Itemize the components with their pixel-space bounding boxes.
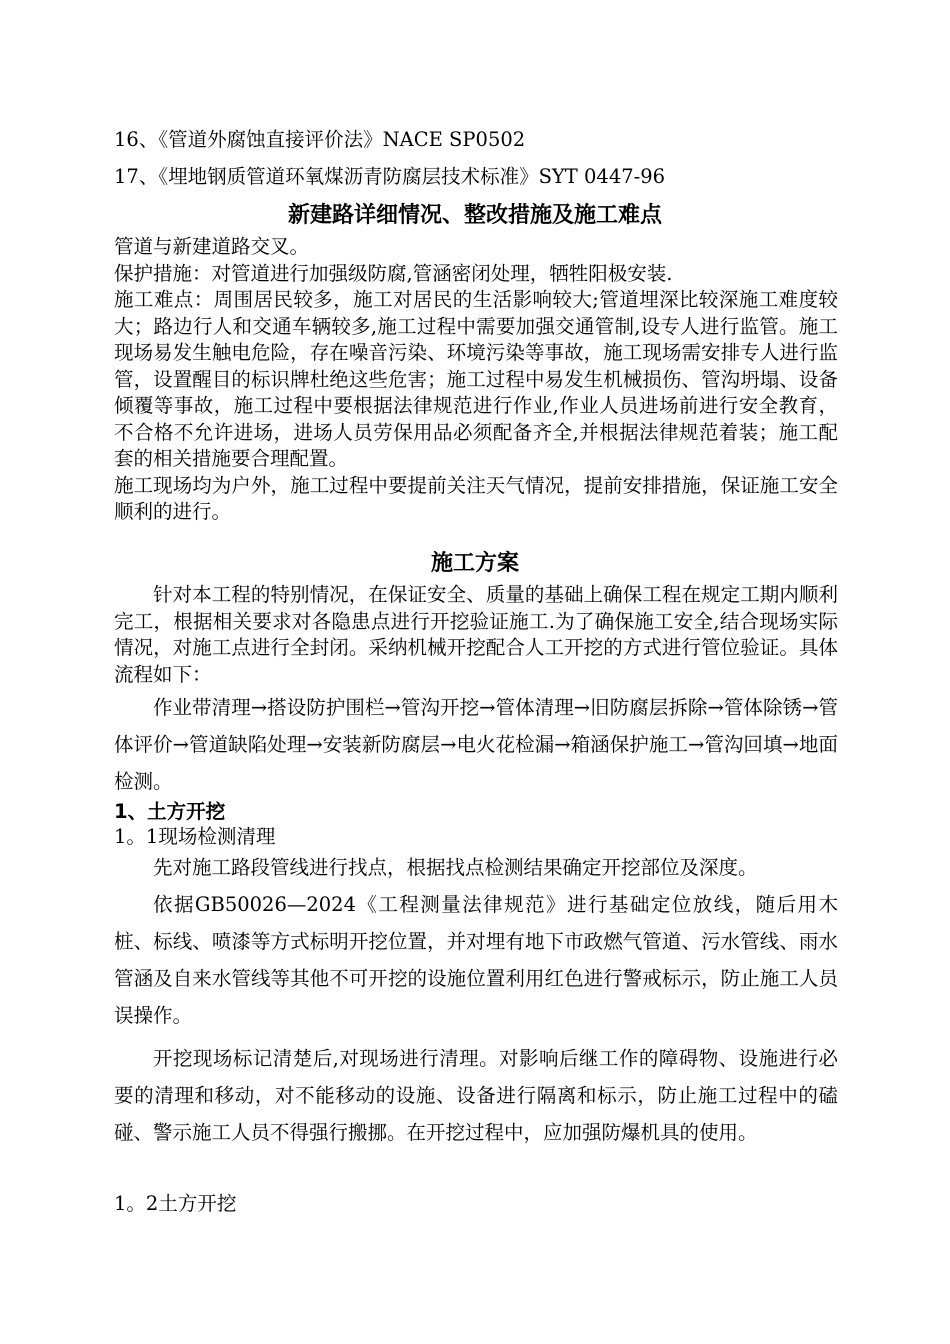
reference-17: 17、《埋地钢质管道环氧煤沥青防腐层技术标准》SYT 0447-96: [114, 165, 666, 188]
section-body-construction-plan: [114, 582, 838, 800]
subsection-heading-earthwork: 1、土方开挖: [114, 800, 226, 823]
paragraph-plan-intro: 针对本工程的特别情况，在保证安全、质量的基础上确保工程在规定工期内顺利完工，根据相关要求对各隐患点进行开挖验证施工.为了确保施工安全,结合现场实际情况，对施工点进行全封闭。采纳机械开挖配合人工开挖的方式进行管位验证。具体流程如下：: [114, 583, 838, 686]
section-heading-new-road: 新建路详细情况、整改措施及施工难点: [287, 203, 662, 228]
paragraph-construction-difficulties: 施工难点：周围居民较多，施工对居民的生活影响较大;管道埋深比较深施工难度较大；路边行人和交通车辆较多,施工过程中需要加强交通管制,设专人进行监管。施工现场易发生触电危险，存在噪音污染、环境污染等事故，施工现场需安排专人进行监管，设置醒目的标识牌杜绝这些危害；施工过程中易发生机械损伤、管沟坍塌、设备倾覆等事故，施工过程中要根据法律规范进行作业,作业人员进场前进行安全教育，不合格不允许进场，进场人员劳保用品必须配备齐全,并根据法律规范着装；施工配套的相关措施要合理配置。: [114, 288, 838, 470]
reference-16: 16、《管道外腐蚀直接评价法》NACE SP0502: [114, 128, 526, 151]
paragraph-weather: 施工现场均为户外，施工过程中要提前关注天气情况，提前安排措施，保证施工安全顺利的进行。: [114, 473, 838, 523]
paragraph-positioning: 依据GB50026—2024《工程测量法律规范》进行基础定位放线，随后用木桩、标线、喷漆等方式标明开挖位置，并对埋有地下市政燃气管道、污水管线、雨水管涵及自来水管线等其他不可开挖的设施位置利用红色进行警戒标示，防止施工人员误操作。: [114, 893, 838, 1027]
paragraph-locate-pipeline: 先对施工路段管线进行找点，根据找点检测结果确定开挖部位及深度。: [153, 856, 758, 879]
section-body-new-road: [114, 234, 838, 526]
item-heading-earth-excavation: 1。2土方开挖: [114, 1192, 237, 1215]
paragraph-protection-measures: 保护措施：对管道进行加强级防腐,管涵密闭处理，牺牲阳极安装.: [114, 261, 673, 285]
item-body-site-inspection: [114, 849, 838, 1151]
section-heading-construction-plan: 施工方案: [430, 551, 519, 576]
paragraph-site-clearing: 开挖现场标记清楚后,对现场进行清理。对影响后继工作的障碍物、设施进行必要的清理和移动，对不能移动的设施、设备进行隔离和标示，防止施工过程中的磕碰、警示施工人员不得强行搬挪。在开挖过程中，应加强防爆机具的使用。: [114, 1047, 838, 1144]
paragraph-crossing: 管道与新建道路交叉。: [114, 235, 310, 258]
paragraph-process-flow: 作业带清理→搭设防护围栏→管沟开挖→管体清理→旧防腐层拆除→管体除锈→管体评价→管道缺陷处理→安装新防腐层→电火花检漏→箱涵保护施工→管沟回填→地面检测。: [114, 696, 838, 793]
item-heading-site-inspection: 1。1现场检测清理: [114, 825, 276, 848]
